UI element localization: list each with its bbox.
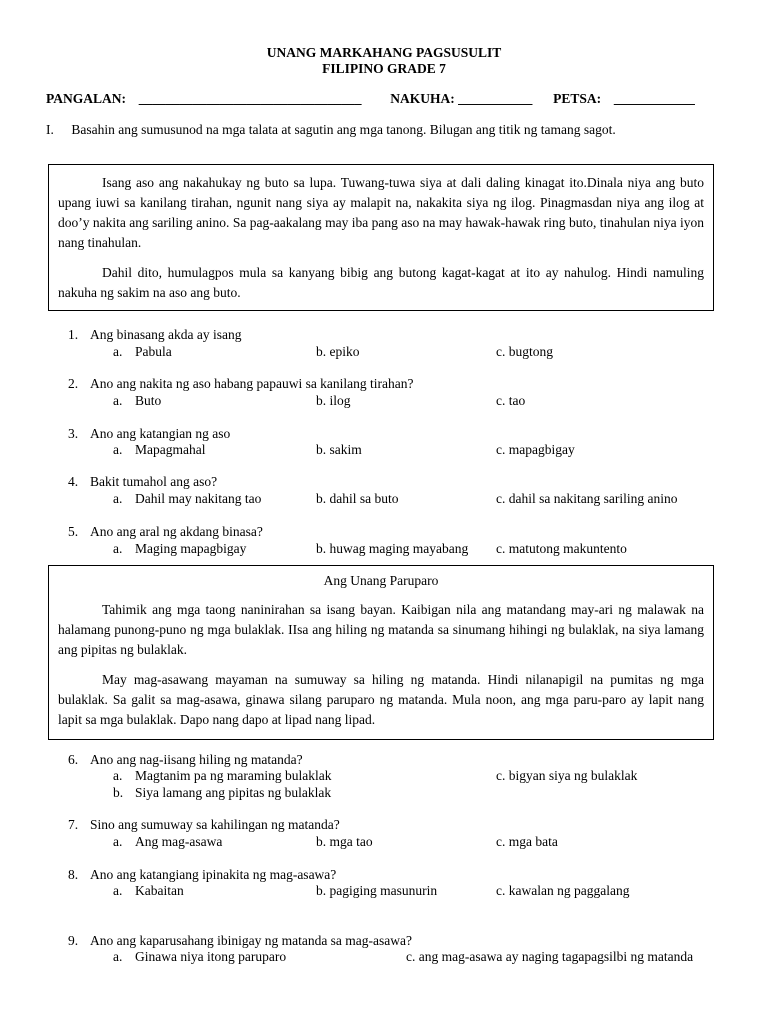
q8-option-b[interactable]: b. pagiging masunurin — [316, 883, 438, 898]
question-6: 6. Ano ang nag-iisang hiling ng matanda? — [68, 752, 303, 767]
question-4: 4. Bakit tumahol ang aso? — [68, 474, 218, 489]
q3-option-a[interactable]: a. Mapagmahal — [113, 442, 206, 457]
q6-option-b[interactable]: b. Siya lamang ang pipitas ng bulaklak — [113, 785, 332, 800]
passage2-paragraph-1: Tahimik ang mga taong naninirahan sa isang bayan. Kaibigan nila ang matandang may-ari ng malawak na halamang punong-puno ng mga bulaklak. IIsa ang hiling ng matanda sa sinumang hihingi ng bulaklak, na siya lamang ang pipitas ng bulaklak. — [58, 602, 704, 657]
q2-option-c[interactable]: c. tao — [496, 393, 526, 408]
q5-option-b[interactable]: b. huwag maging mayabang — [316, 541, 469, 556]
question-2: 2. Ano ang nakita ng aso habang papauwi sa kanilang tirahan? — [68, 376, 414, 391]
instruction-text: Basahin ang sumusunod na mga talata at sagutin ang mga tanong. Bilugan ang titik ng tamang sagot. — [71, 122, 616, 137]
q4-option-b[interactable]: b. dahil sa buto — [316, 491, 399, 506]
nakuha-label: NAKUHA: — [390, 91, 455, 106]
instruction-roman: I. — [46, 122, 54, 137]
instruction — [46, 122, 736, 138]
pangalan-field[interactable]: _________________________________ — [138, 91, 362, 106]
q8-option-c[interactable]: c. kawalan ng paggalang — [496, 883, 630, 898]
q4-option-a[interactable]: a. Dahil may nakitang tao — [113, 491, 262, 506]
q7-option-a[interactable]: a. Ang mag-asawa — [113, 834, 223, 849]
question-7: 7. Sino ang sumuway sa kahilingan ng matanda? — [68, 817, 340, 832]
q8-option-a[interactable]: a. Kabaitan — [113, 883, 184, 898]
q1-option-b[interactable]: b. epiko — [316, 344, 360, 359]
q6-option-c[interactable]: c. bigyan siya ng bulaklak — [496, 768, 638, 783]
exam-title: UNANG MARKAHANG PAGSUSULIT — [266, 45, 502, 60]
q9-option-c[interactable]: c. ang mag-asawa ay naging tagapagsilbi ng matanda — [406, 949, 694, 964]
passage1-paragraph-2: Dahil dito, humulagpos mula sa kanyang bibig ang butong kagat-kagat at ito ay nahulog. Hindi namuling nakuha ng sakim na aso ang buto. — [58, 265, 704, 300]
q7-option-c[interactable]: c. mga bata — [496, 834, 558, 849]
q3-option-b[interactable]: b. sakim — [316, 442, 362, 457]
passage2-title: Ang Unang Paruparo — [323, 573, 439, 588]
question-8: 8. Ano ang katangiang ipinakita ng mag-asawa? — [68, 867, 337, 882]
petsa-label: PETSA: — [553, 91, 602, 106]
info-line — [46, 91, 695, 107]
nakuha-field[interactable]: ___________ — [458, 91, 533, 106]
q9-option-a[interactable]: a. Ginawa niya itong paruparo — [113, 949, 287, 964]
q3-option-c[interactable]: c. mapagbigay — [496, 442, 575, 457]
q6-option-a[interactable]: a. Magtanim pa ng maraming bulaklak — [113, 768, 332, 783]
passage-box-1 — [48, 164, 714, 311]
question-5: 5. Ano ang aral ng akdang binasa? — [68, 524, 263, 539]
passage1-paragraph-1: Isang aso ang nakahukay ng buto sa lupa. Tuwang-tuwa siya at dali daling kinagat ito.Dinala niya ang buto upang iuwi sa kanilang tirahan, ngunit nang siya ay malapit na, nakakita siya ng ilog. Pinagmasdan niya ang ilog at doo’y nakita ang sariling anino. Sa pag-aakalang may iba pang aso na may hawak-hawak ring buto, tinahulan niya iyon nang tinahulan. — [58, 175, 704, 250]
q1-option-c[interactable]: c. bugtong — [496, 344, 553, 359]
passage-box-2 — [48, 565, 714, 740]
q5-option-a[interactable]: a. Maging mapagbigay — [113, 541, 247, 556]
q5-option-c[interactable]: c. matutong makuntento — [496, 541, 627, 556]
petsa-field[interactable]: ____________ — [613, 91, 695, 106]
q1-option-a[interactable]: a. Pabula — [113, 344, 172, 359]
passage2-paragraph-2: May mag-asawang mayaman na sumuway sa hiling ng matanda. Hindi nilanapigil na pumitas ng mga bulaklak. Sa galit sa mag-asawa, ginawa silang paruparo ng matanda. Mula noon, ang mga paru-paro ay lapit nang lapit sa mga bulaklak. Dapo nang dapo at lipad nang lipad. — [58, 672, 704, 727]
q4-option-c[interactable]: c. dahil sa nakitang sariling anino — [496, 491, 678, 506]
q2-option-b[interactable]: b. ilog — [316, 393, 351, 408]
q7-option-b[interactable]: b. mga tao — [316, 834, 373, 849]
question-9: 9. Ano ang kaparusahang ibinigay ng matanda sa mag-asawa? — [68, 933, 413, 948]
question-1: 1. Ang binasang akda ay isang — [68, 327, 242, 342]
q2-option-a[interactable]: a. Buto — [113, 393, 162, 408]
exam-subtitle: FILIPINO GRADE 7 — [322, 61, 446, 76]
pangalan-label: PANGALAN: — [46, 91, 126, 106]
question-3: 3. Ano ang katangian ng aso — [68, 426, 231, 441]
